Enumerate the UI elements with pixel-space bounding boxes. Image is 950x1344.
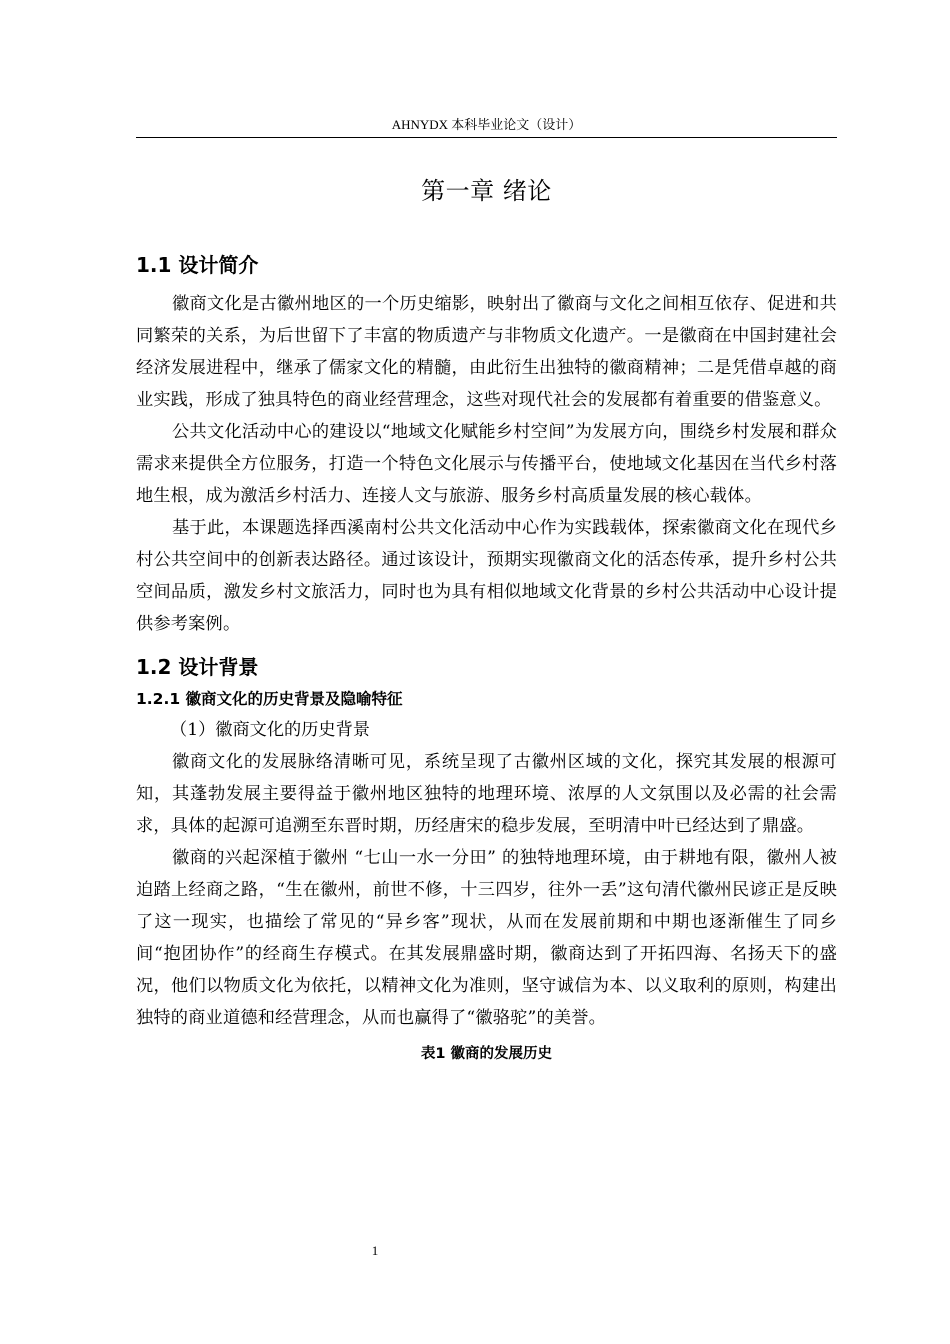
page-number: 1 (371, 1243, 379, 1258)
paragraph: 基于此，本课题选择西溪南村公共文化活动中心作为实践载体，探索徽商文化在现代乡村公共空间中的创新表达路径。通过该设计，预期实现徽商文化的活态传承，提升乡村公共空间品质，激发乡村文旅活力，同时也为具有相似地域文化背景的乡村公共活动中心设计提供参考案例。 (136, 518, 837, 634)
section-heading-1-2: 1.2 设计背景 (136, 655, 259, 679)
paragraph: 徽商的兴起深植于徽州 “七山一水一分田” 的独特地理环境，由于耕地有限，徽州人被迫踏上经商之路，“生在徽州，前世不修，十三四岁，往外一丢”这句清代徽州民谚正是反映了这一现实，也描绘了常见的“异乡客”现状，从而在发展前期和中期也逐渐催生了同乡间“抱团协作”的经商生存模式。在其发展鼎盛时期，徽商达到了开拓四海、名扬天下的盛况，他们以物质文化为依托，以精神文化为准则，坚守诚信为本、以义取利的原则，构建出独特的商业道德和经营理念，从而也赢得了“徽骆驼”的美誉。 (136, 848, 837, 1028)
item-label: （1）徽商文化的历史背景 (170, 720, 370, 740)
body-content (136, 250, 837, 1068)
running-header: AHNYDX 本科毕业论文（设计） (391, 117, 582, 132)
chapter-title: 第一章 绪论 (421, 177, 552, 205)
section-heading-1-1: 1.1 设计简介 (136, 253, 259, 277)
paragraph: 徽商文化的发展脉络清晰可见，系统呈现了古徽州区域的文化，探究其发展的根源可知，其蓬勃发展主要得益于徽州地区独特的地理环境、浓厚的人文氛围以及必需的社会需求，具体的起源可追溯至东晋时期，历经唐宋的稳步发展，至明清中叶已经达到了鼎盛。 (136, 752, 837, 836)
subsection-heading-1-2-1: 1.2.1 徽商文化的历史背景及隐喻特征 (136, 690, 403, 708)
table-caption: 表1 徽商的发展历史 (420, 1046, 553, 1062)
paragraph: 徽商文化是古徽州地区的一个历史缩影，映射出了徽商与文化之间相互依存、促进和共同繁荣的关系，为后世留下了丰富的物质遗产与非物质文化遗产。一是徽商在中国封建社会经济发展进程中，继承了儒家文化的精髓，由此衍生出独特的徽商精神；二是凭借卓越的商业实践，形成了独具特色的商业经营理念，这些对现代社会的发展都有着重要的借鉴意义。 (136, 294, 837, 410)
paragraph: 公共文化活动中心的建设以“地域文化赋能乡村空间”为发展方向，围绕乡村发展和群众需求来提供全方位服务，打造一个特色文化展示与传播平台，使地域文化基因在当代乡村落地生根，成为激活乡村活力、连接人文与旅游、服务乡村高质量发展的核心载体。 (136, 422, 837, 506)
header-rule (136, 137, 837, 138)
